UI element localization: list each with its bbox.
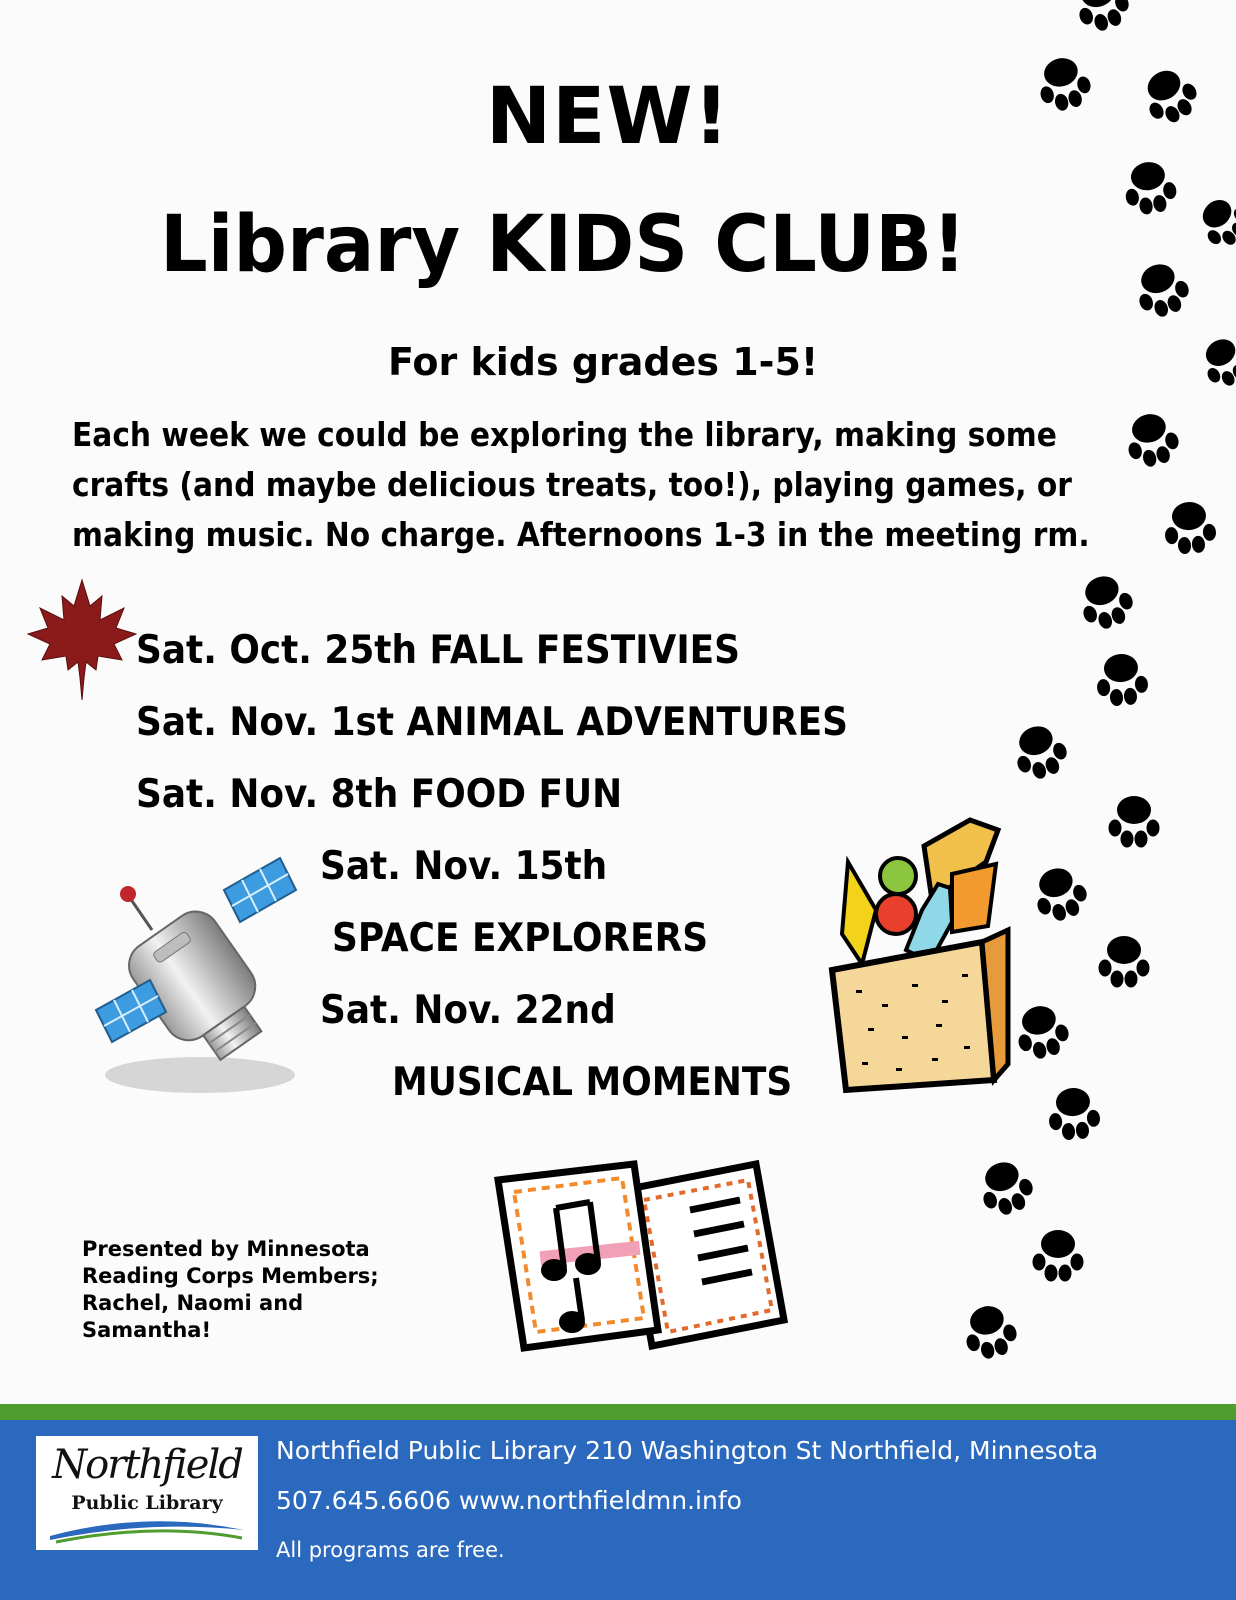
paw-print-icon bbox=[1099, 936, 1150, 988]
paw-print-icon bbox=[1007, 719, 1073, 785]
logo-subtitle: Public Library bbox=[71, 1492, 223, 1514]
event-nov-15-title: SPACE EXPLORERS bbox=[332, 916, 709, 961]
footer-green-band bbox=[0, 1404, 1236, 1420]
paw-print-icon bbox=[1033, 52, 1096, 115]
subtitle-grades: For kids grades 1-5! bbox=[388, 340, 819, 384]
paw-print-icon bbox=[1191, 189, 1236, 254]
event-nov-22-date: Sat. Nov. 22nd bbox=[320, 988, 616, 1033]
library-logo bbox=[36, 1436, 258, 1550]
event-nov-15-date: Sat. Nov. 15th bbox=[320, 844, 608, 889]
paw-print-icon bbox=[1109, 796, 1160, 848]
paw-print-icon bbox=[1194, 330, 1236, 393]
presented-by-line: Reading Corps Members; bbox=[82, 1264, 379, 1288]
paw-print-icon bbox=[1011, 1000, 1074, 1063]
paw-print-icon bbox=[959, 1300, 1022, 1363]
presented-by-line: Samantha! bbox=[82, 1318, 212, 1342]
description-line: Each week we could be exploring the library, making some bbox=[72, 415, 1057, 454]
paw-print-icon bbox=[973, 1155, 1039, 1221]
event-oct-25: Sat. Oct. 25th FALL FESTIVIES bbox=[136, 628, 741, 673]
presented-by-line: Presented by Minnesota bbox=[82, 1237, 370, 1261]
paw-print-icon bbox=[1073, 569, 1139, 635]
event-nov-1: Sat. Nov. 1st ANIMAL ADVENTURES bbox=[136, 700, 848, 745]
paw-print-icon bbox=[1069, 0, 1135, 37]
paw-print-icon bbox=[1094, 652, 1149, 708]
description-line: crafts (and maybe delicious treats, too!), playing games, or bbox=[72, 465, 1072, 504]
paw-print-icon bbox=[1033, 1230, 1084, 1282]
footer-contact: 507.645.6606 www.northfieldmn.info bbox=[276, 1486, 742, 1515]
headline-kids-club: Library KIDS CLUB! bbox=[160, 200, 967, 290]
event-nov-22-title: MUSICAL MOMENTS bbox=[392, 1060, 793, 1105]
paw-print-icon bbox=[1121, 408, 1184, 471]
paw-print-icon bbox=[1135, 61, 1205, 131]
paw-print-icon bbox=[1120, 158, 1179, 218]
footer-address: Northfield Public Library 210 Washington St Northfield, Minnesota bbox=[276, 1436, 1099, 1465]
presented-by-line: Rachel, Naomi and bbox=[82, 1291, 304, 1315]
logo-swoosh-icon bbox=[46, 1516, 248, 1544]
paw-print-icon bbox=[1129, 257, 1195, 323]
logo-name: Northfield bbox=[52, 1442, 242, 1488]
description-line: making music. No charge. Afternoons 1-3 in the meeting rm. bbox=[72, 515, 1090, 554]
footer-note: All programs are free. bbox=[276, 1538, 505, 1562]
headline-new: NEW! bbox=[485, 72, 731, 162]
paw-print-icon bbox=[1027, 861, 1093, 927]
paw-print-icon bbox=[1162, 500, 1217, 556]
paw-print-icon bbox=[1046, 1086, 1101, 1142]
event-nov-8: Sat. Nov. 8th FOOD FUN bbox=[136, 772, 623, 817]
